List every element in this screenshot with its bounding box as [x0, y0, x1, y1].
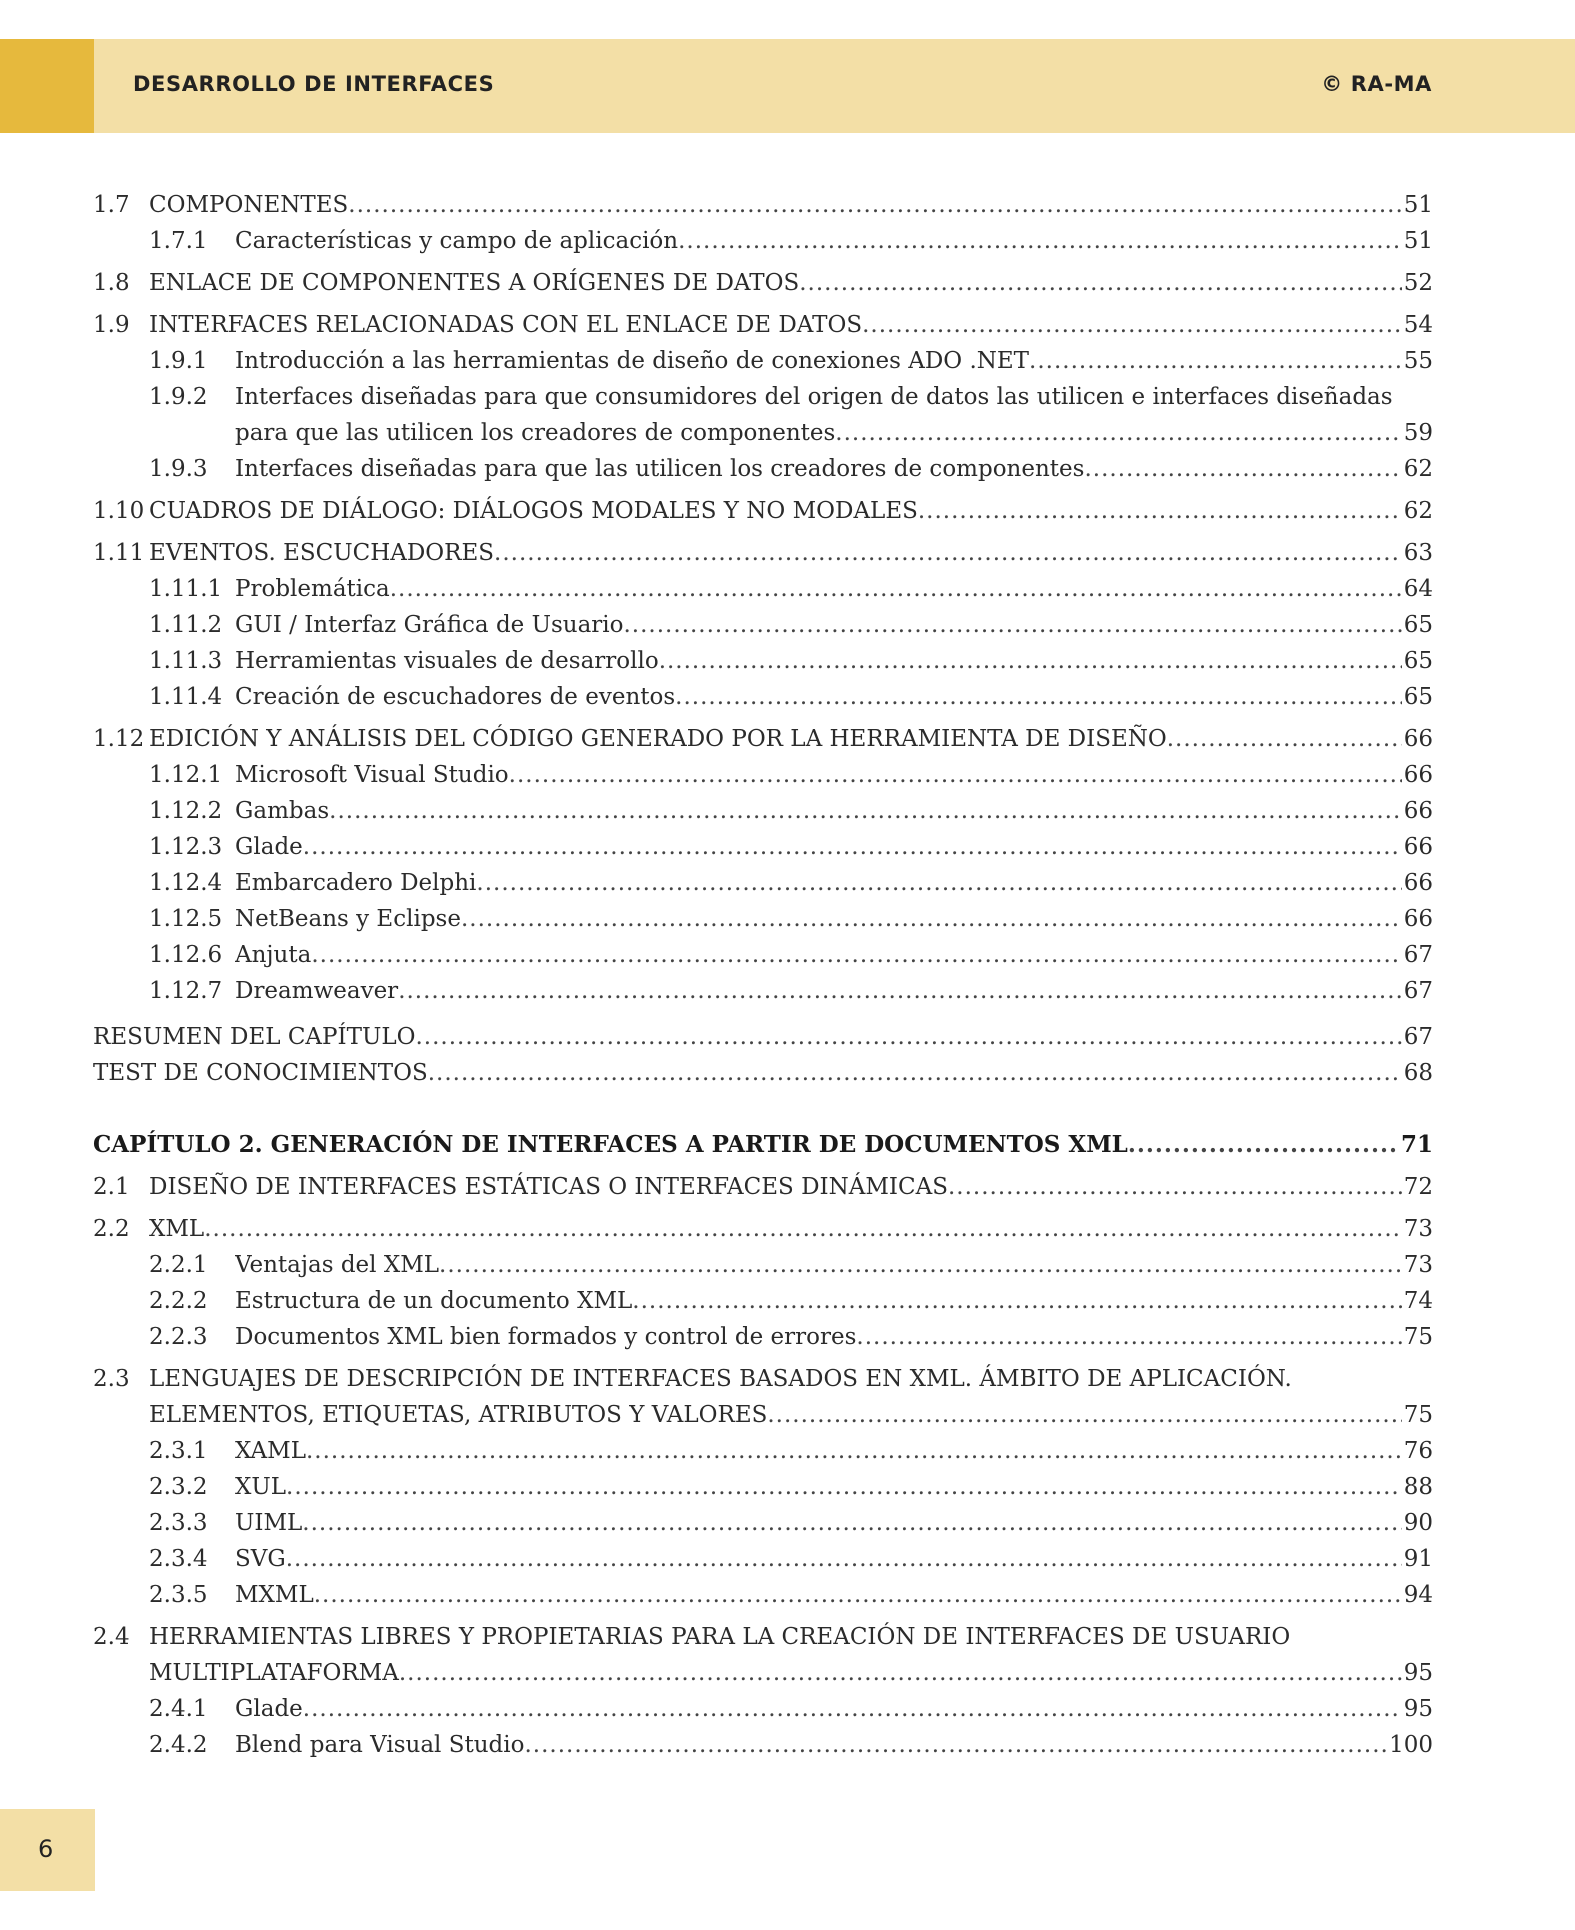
- toc-entry-continuation: [93, 1400, 1433, 1430]
- page-header: [0, 39, 1575, 133]
- toc-entry-number: 2.3: [93, 1366, 130, 1392]
- toc-entry-page: 66: [1403, 906, 1433, 932]
- toc-entry-title: Dreamweaver: [235, 978, 399, 1004]
- toc-entry: [93, 1436, 1433, 1466]
- dot-leader: [428, 1058, 1402, 1088]
- toc-entry-leader: [235, 610, 1433, 640]
- toc-entry: [93, 1058, 1433, 1088]
- toc-entry-page: 51: [1403, 228, 1433, 254]
- toc-entry-title: SVG: [235, 1546, 286, 1572]
- dot-leader: [476, 868, 1401, 898]
- toc-entry-title: Blend para Visual Studio: [235, 1732, 525, 1758]
- toc-entry-number: 2.4.1: [149, 1696, 208, 1722]
- toc-entry-leader: [235, 904, 1433, 934]
- toc-entry-number: 2.2.2: [149, 1288, 208, 1314]
- toc-entry-number: 1.12.1: [149, 762, 223, 788]
- toc-entry: [93, 1580, 1433, 1610]
- toc-entry-title: INTERFACES RELACIONADAS CON EL ENLACE DE DATOS: [149, 312, 863, 338]
- toc-entry: [93, 976, 1433, 1006]
- toc-entry: [93, 268, 1433, 298]
- toc-entry-number: 1.12.6: [149, 942, 223, 968]
- toc-entry-title: XAML: [235, 1438, 306, 1464]
- toc-entry-page: 75: [1403, 1324, 1433, 1350]
- toc-entry-page: 64: [1403, 576, 1433, 602]
- toc-entry-title: Creación de escuchadores de eventos: [235, 684, 676, 710]
- toc-entry-number: 1.9.2: [149, 384, 208, 410]
- dot-leader: [329, 796, 1402, 826]
- dot-leader: [1084, 454, 1401, 484]
- toc-entry-leader: [235, 1250, 1433, 1280]
- toc-entry-number: 1.12.3: [149, 834, 223, 860]
- toc-entry-number: 1.9.1: [149, 348, 208, 374]
- dot-leader: [1029, 346, 1402, 376]
- toc-entry-number: 1.12.4: [149, 870, 223, 896]
- toc-entry-leader: [235, 1730, 1433, 1760]
- toc-entry-leader: [235, 646, 1433, 676]
- toc-entry: [93, 1694, 1433, 1724]
- toc-entry-title: CAPÍTULO 2. GENERACIÓN DE INTERFACES A PARTIR DE DOCUMENTOS XML: [93, 1131, 1128, 1158]
- toc-entry-title: Documentos XML bien formados y control de errores: [235, 1324, 857, 1350]
- toc-entry-page: 88: [1403, 1474, 1433, 1500]
- toc-entry-page: 62: [1403, 456, 1433, 482]
- dot-leader: [632, 1286, 1401, 1316]
- toc-entry-leader: [149, 268, 1433, 298]
- dot-leader: [398, 976, 1402, 1006]
- page-number: 6: [38, 1835, 54, 1863]
- dot-leader: [204, 1214, 1402, 1244]
- toc-entry-number: 1.9.3: [149, 456, 208, 482]
- toc-entry-continuation: [93, 418, 1433, 448]
- toc-entry-number: 1.11.4: [149, 684, 223, 710]
- toc-entry-leader: [235, 1508, 1433, 1538]
- toc-entry-number: 1.7: [93, 192, 130, 218]
- toc-entry-title: NetBeans y Eclipse: [235, 906, 461, 932]
- toc-entry-page: 68: [1403, 1060, 1433, 1086]
- toc-entry-title: RESUMEN DEL CAPÍTULO: [93, 1024, 416, 1050]
- toc-entry-number: 1.11.3: [149, 648, 223, 674]
- dot-leader: [624, 610, 1402, 640]
- toc-entry-leader: [235, 1580, 1433, 1610]
- toc-entry-leader: [235, 574, 1433, 604]
- toc-entry-leader: [235, 1322, 1433, 1352]
- toc-entry-title: GUI / Interfaz Gráfica de Usuario: [235, 612, 624, 638]
- toc-entry-leader: [235, 1694, 1433, 1724]
- toc-entry-page: 95: [1403, 1660, 1433, 1686]
- toc-entry-title: para que las utilicen los creadores de componentes: [235, 420, 836, 446]
- toc-entry-number: 1.7.1: [149, 228, 208, 254]
- dot-leader: [948, 1172, 1402, 1202]
- toc-entry-page: 62: [1403, 498, 1433, 524]
- toc-entry-title: XML: [149, 1216, 205, 1242]
- toc-entry: [93, 760, 1433, 790]
- toc-entry: [93, 904, 1433, 934]
- toc-entry: [93, 940, 1433, 970]
- toc-entry-page: 75: [1403, 1402, 1433, 1428]
- toc-entry-title: DISEÑO DE INTERFACES ESTÁTICAS O INTERFACES DINÁMICAS: [149, 1174, 948, 1200]
- toc-entry: [93, 496, 1433, 526]
- toc-entry-title: Gambas: [235, 798, 330, 824]
- toc-entry-title: Interfaces diseñadas para que las utilicen los creadores de componentes: [235, 456, 1085, 482]
- dot-leader: [303, 1694, 1402, 1724]
- toc-entry-leader: [235, 454, 1433, 484]
- toc-entry-page: 65: [1403, 684, 1433, 710]
- dot-leader: [524, 1730, 1387, 1760]
- toc-entry-title: Anjuta: [235, 942, 312, 968]
- dot-leader: [439, 1250, 1402, 1280]
- toc-entry-page: 52: [1403, 270, 1433, 296]
- toc-entry-leader: [149, 538, 1433, 568]
- dot-leader: [286, 1472, 1402, 1502]
- dot-leader: [302, 1508, 1401, 1538]
- toc-entry-leader: [235, 940, 1433, 970]
- toc-entry: [93, 1250, 1433, 1280]
- toc-entry-page: 100: [1389, 1732, 1433, 1758]
- toc-entry-title: Embarcadero Delphi: [235, 870, 477, 896]
- toc-entry-page: 66: [1403, 726, 1433, 752]
- toc-entry-number: 1.11.2: [149, 612, 223, 638]
- toc-entry-page: 67: [1403, 942, 1433, 968]
- dot-leader: [399, 1658, 1402, 1688]
- toc-entry-number: 2.3.4: [149, 1546, 208, 1572]
- toc-entry: [93, 682, 1433, 712]
- dot-leader: [415, 1022, 1401, 1052]
- toc-entry-page: 73: [1403, 1216, 1433, 1242]
- toc-entry: [93, 1322, 1433, 1352]
- toc-entry-number: 1.8: [93, 270, 130, 296]
- toc-entry-title: Ventajas del XML: [235, 1252, 440, 1278]
- toc-entry-page: 67: [1403, 978, 1433, 1004]
- dot-leader: [509, 760, 1402, 790]
- dot-leader: [767, 1400, 1401, 1430]
- toc-entry: [93, 1022, 1433, 1052]
- dot-leader: [678, 226, 1402, 256]
- toc-entry-leader: [235, 760, 1433, 790]
- toc-entry-leader: [235, 226, 1433, 256]
- toc-entry-continuation: [93, 1658, 1433, 1688]
- toc-entry-number: 2.2.3: [149, 1324, 208, 1350]
- toc-entry-page: 91: [1403, 1546, 1433, 1572]
- toc-entry-number: 1.12: [93, 726, 145, 752]
- toc-entry-leader: [149, 190, 1433, 220]
- toc-entry-number: 1.12.5: [149, 906, 223, 932]
- dot-leader: [799, 268, 1401, 298]
- toc-entry-page: 66: [1403, 834, 1433, 860]
- toc-entry: [93, 226, 1433, 256]
- toc-entry-title: Introducción a las herramientas de diseño de conexiones ADO .NET: [235, 348, 1030, 374]
- toc-entry-number: 1.10: [93, 498, 145, 524]
- toc-entry-title: Estructura de un documento XML: [235, 1288, 633, 1314]
- toc-entry-leader: [235, 832, 1433, 862]
- toc-entry-leader: [235, 868, 1433, 898]
- toc-entry-page: 66: [1403, 762, 1433, 788]
- toc-entry: [93, 1286, 1433, 1316]
- toc-entry-page: 90: [1403, 1510, 1433, 1536]
- header-tab: [0, 39, 94, 133]
- toc-entry-title: HERRAMIENTAS LIBRES Y PROPIETARIAS PARA LA CREACIÓN DE INTERFACES DE USUARIO: [149, 1624, 1291, 1650]
- toc-entry: [93, 454, 1433, 484]
- toc-entry-leader: [149, 1214, 1433, 1244]
- toc-entry-number: 1.12.2: [149, 798, 223, 824]
- dot-leader: [286, 1544, 1402, 1574]
- toc-entry-title: Glade: [235, 834, 303, 860]
- toc-entry: [93, 346, 1433, 376]
- publisher-mark: © RA-MA: [1321, 72, 1432, 96]
- toc-entry: [93, 1508, 1433, 1538]
- toc-entry-leader: [93, 1058, 1433, 1088]
- toc-entry-number: 2.1: [93, 1174, 130, 1200]
- toc-entry-leader: [235, 1286, 1433, 1316]
- toc-entry-title: Interfaces diseñadas para que consumidores del origen de datos las utilicen e interfaces diseñadas: [235, 384, 1393, 410]
- toc-entry-leader: [149, 724, 1433, 754]
- toc-entry-title: MULTIPLATAFORMA: [149, 1660, 399, 1686]
- dot-leader: [306, 1436, 1402, 1466]
- toc-entry-number: 1.9: [93, 312, 130, 338]
- toc-entry-leader: [93, 1022, 1433, 1052]
- toc-entry-title: Características y campo de aplicación: [235, 228, 679, 254]
- toc-entry-page: 66: [1403, 870, 1433, 896]
- toc-entry-title: MXML: [235, 1582, 314, 1608]
- toc-entry-leader: [149, 1400, 1433, 1430]
- toc-entry-leader: [149, 310, 1433, 340]
- toc-entry-page: 67: [1403, 1024, 1433, 1050]
- toc-entry-page: 59: [1403, 420, 1433, 446]
- toc-entry: [93, 796, 1433, 826]
- toc-entry-title: Herramientas visuales de desarrollo: [235, 648, 659, 674]
- toc-entry-leader: [149, 496, 1433, 526]
- toc-entry-number: 1.11: [93, 540, 145, 566]
- toc-entry-leader: [235, 682, 1433, 712]
- toc-entry-title: ENLACE DE COMPONENTES A ORÍGENES DE DATOS: [149, 270, 800, 296]
- toc-entry: [93, 610, 1433, 640]
- footer-tab: [0, 1809, 95, 1891]
- dot-leader: [675, 682, 1402, 712]
- toc-entry-title: XUL: [235, 1474, 287, 1500]
- toc-entry: [93, 1472, 1433, 1502]
- toc-entry-page: 74: [1403, 1288, 1433, 1314]
- toc-entry-leader: [235, 1436, 1433, 1466]
- dot-leader: [659, 646, 1402, 676]
- dot-leader: [918, 496, 1402, 526]
- toc-entry-number: 2.3.5: [149, 1582, 208, 1608]
- toc-entry-title: Glade: [235, 1696, 303, 1722]
- toc-entry: [93, 1364, 1433, 1394]
- toc-entry-leader: [235, 418, 1433, 448]
- toc-entry-title: EDICIÓN Y ANÁLISIS DEL CÓDIGO GENERADO POR LA HERRAMIENTA DE DISEÑO: [149, 726, 1167, 752]
- toc-entry-title: UIML: [235, 1510, 303, 1536]
- toc-entry-page: 51: [1403, 192, 1433, 218]
- toc-entry-number: 2.3.1: [149, 1438, 208, 1464]
- toc-entry-leader: [235, 346, 1433, 376]
- toc-entry-title: TEST DE CONOCIMIENTOS: [93, 1060, 428, 1086]
- toc-entry-number: 2.2: [93, 1216, 130, 1242]
- toc-entry-page: 65: [1403, 612, 1433, 638]
- toc-entry: [93, 310, 1433, 340]
- toc-entry: [93, 724, 1433, 754]
- toc-entry: [93, 1130, 1433, 1160]
- toc-entry: [93, 1544, 1433, 1574]
- toc-entry-number: 2.4: [93, 1624, 130, 1650]
- toc-entry-title: COMPONENTES: [149, 192, 349, 218]
- toc-entry: [93, 1172, 1433, 1202]
- toc-entry-leader: [235, 1472, 1433, 1502]
- toc-entry-leader: [235, 796, 1433, 826]
- toc-entry: [93, 832, 1433, 862]
- toc-entry: [93, 646, 1433, 676]
- dot-leader: [1167, 724, 1402, 754]
- toc-entry-page: 72: [1403, 1174, 1433, 1200]
- dot-leader: [303, 832, 1402, 862]
- toc-entry-title: LENGUAJES DE DESCRIPCIÓN DE INTERFACES BASADOS EN XML. ÁMBITO DE APLICACIÓN.: [149, 1366, 1292, 1392]
- toc-entry-number: 2.2.1: [149, 1252, 208, 1278]
- dot-leader: [862, 310, 1402, 340]
- toc-entry: [93, 190, 1433, 220]
- toc-entry-leader: [149, 1172, 1433, 1202]
- toc-entry: [93, 538, 1433, 568]
- dot-leader: [390, 574, 1402, 604]
- dot-leader: [348, 190, 1401, 220]
- toc-entry-leader: [93, 1130, 1433, 1160]
- dot-leader: [314, 1580, 1402, 1610]
- toc-entry: [93, 868, 1433, 898]
- dot-leader: [311, 940, 1401, 970]
- toc-entry-page: 65: [1403, 648, 1433, 674]
- toc-entry-page: 94: [1403, 1582, 1433, 1608]
- toc-entry-number: 2.3.3: [149, 1510, 208, 1536]
- toc-entry: [93, 1730, 1433, 1760]
- toc-entry-page: 71: [1400, 1131, 1433, 1158]
- toc-entry-page: 63: [1403, 540, 1433, 566]
- dot-leader: [856, 1322, 1401, 1352]
- toc-entry: [93, 1214, 1433, 1244]
- toc-entry-number: 1.12.7: [149, 978, 223, 1004]
- toc-entry-page: 66: [1403, 798, 1433, 824]
- book-title: DESARROLLO DE INTERFACES: [133, 72, 495, 96]
- toc-entry-title: CUADROS DE DIÁLOGO: DIÁLOGOS MODALES Y NO MODALES: [149, 498, 918, 524]
- toc-entry-title: Microsoft Visual Studio: [235, 762, 509, 788]
- dot-leader: [835, 418, 1401, 448]
- toc-entry-page: 76: [1403, 1438, 1433, 1464]
- toc-entry: [93, 574, 1433, 604]
- toc-entry-number: 2.4.2: [149, 1732, 208, 1758]
- toc-entry-page: 95: [1403, 1696, 1433, 1722]
- toc-entry-leader: [149, 1658, 1433, 1688]
- toc-entry-leader: [235, 1544, 1433, 1574]
- toc-entry-leader: [235, 976, 1433, 1006]
- dot-leader: [494, 538, 1402, 568]
- toc-entry-page: 73: [1403, 1252, 1433, 1278]
- toc-entry: [93, 382, 1433, 412]
- toc-entry: [93, 1622, 1433, 1652]
- dot-leader: [1128, 1130, 1399, 1160]
- toc-entry-title: Problemática: [235, 576, 390, 602]
- toc-entry-page: 54: [1403, 312, 1433, 338]
- toc-entry-title: ELEMENTOS, ETIQUETAS, ATRIBUTOS Y VALORES: [149, 1402, 768, 1428]
- toc-entry-page: 55: [1403, 348, 1433, 374]
- dot-leader: [461, 904, 1402, 934]
- toc-entry-number: 1.11.1: [149, 576, 223, 602]
- toc-entry-number: 2.3.2: [149, 1474, 208, 1500]
- toc-entry-title: EVENTOS. ESCUCHADORES: [149, 540, 495, 566]
